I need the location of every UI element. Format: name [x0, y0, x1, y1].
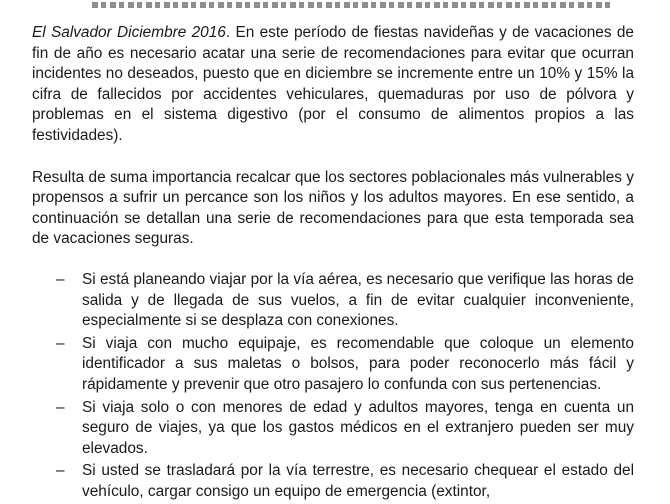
context-paragraph: Resulta de suma importancia recalcar que los sectores poblacionales más vulnerables y propensos a sufrir un percance son los niños y los adultos mayores. En ese sentido, a continuación se detallan una serie de recomendaciones para que esta temporada sea de vacaciones seguras.	[32, 168, 634, 248]
dash-bullet: –	[56, 398, 65, 416]
dash-bullet: –	[56, 462, 65, 480]
dash-bullet: –	[56, 270, 65, 288]
intro-paragraph	[32, 23, 634, 147]
intro-lead: El Salvador Diciembre 2016	[32, 24, 226, 41]
list-item-text: Si está planeando viajar por la vía aérea, es necesario que verifique las horas de salida y de llegada de sus vuelos, a fin de evitar cualquier inconveniente, especialmente si se desplaza con conexiones.	[82, 270, 634, 330]
list-item-text: Si usted se trasladará por la vía terrestre, es necesario chequear el estado del vehículo, cargar consigo un equipo de emergencia (extintor,	[82, 462, 634, 500]
list-item	[32, 270, 634, 332]
list-item	[32, 334, 634, 396]
list-item	[32, 461, 634, 502]
cropped-title-line	[32, 2, 634, 8]
list-item	[32, 398, 634, 460]
dash-bullet: –	[56, 334, 65, 352]
list-item-text: Si viaja con mucho equipaje, es recomendable que coloque un elemento identificador a sus maletas o bolsos, para poder reconocerlo más fácil y rápidamente y prevenir que otro pasajero lo confunda con sus pertenencias.	[82, 334, 634, 393]
recommendations-list	[32, 270, 634, 503]
document-page	[32, 0, 634, 504]
intro-body: . En este período de fiestas navideñas y de vacaciones de fin de año es necesario acatar una serie de recomendaciones para evitar que ocurran incidentes no deseados, puesto que en diciembre se incremente entre un 10% y 15% la cifra de fallecidos por accidentes vehiculares, quemaduras por uso de pólvora y problemas en el sistema digestivo (por el consumo de alimentos propios a las festividades).	[32, 24, 634, 144]
list-item-text: Si viaja solo o con menores de edad y adultos mayores, tenga en cuenta un seguro de viajes, ya que los gastos médicos en el extranjero pueden ser muy elevados.	[82, 398, 634, 457]
